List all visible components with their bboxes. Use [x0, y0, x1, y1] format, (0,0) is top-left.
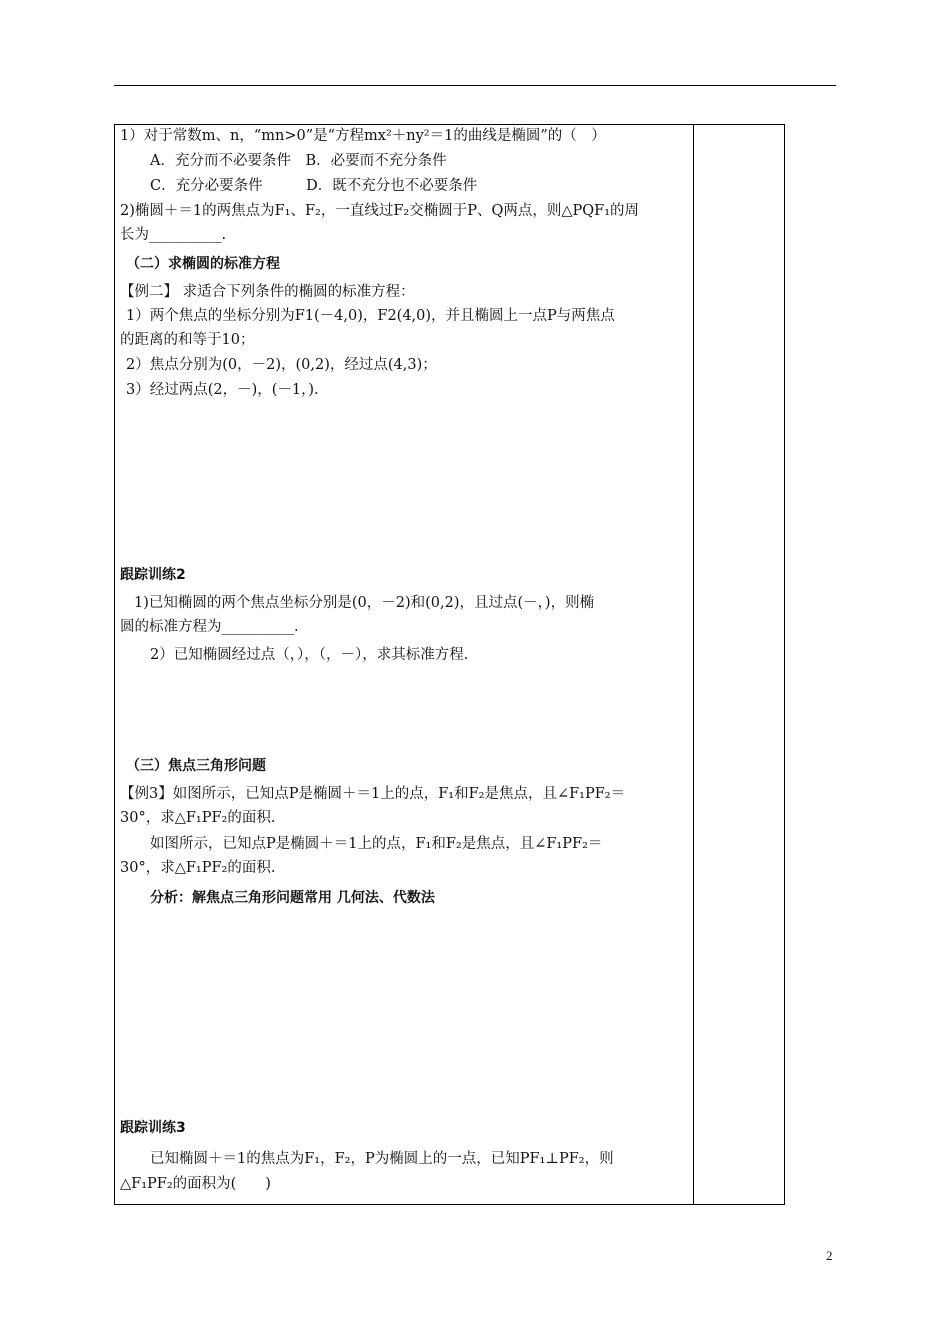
- section-2-heading: （二）求椭圆的标准方程: [126, 256, 280, 272]
- practice-2-item-1-line-2: 圆的标准方程为__________.: [120, 619, 299, 635]
- example-3-repeat-line-1: 如图所示，已知点P是椭圆＋＝1上的点，F₁和F₂是焦点，且∠F₁PF₂＝: [150, 836, 603, 852]
- question-1-options-ab: A．充分而不必要条件 B．必要而不充分条件: [150, 153, 447, 169]
- question-1: 1）对于常数m、n，“mn>0”是“方程mx²＋ny²＝1的曲线是椭圆”的（ ）: [120, 128, 606, 144]
- practice-3-heading: 跟踪训练3: [120, 1120, 186, 1136]
- example-3-line-1: 【例3】如图所示，已知点P是椭圆＋＝1上的点，F₁和F₂是焦点，且∠F₁PF₂＝: [120, 786, 626, 802]
- practice-2-item-2: 2）已知椭圆经过点（，），（，－），求其标准方程.: [150, 647, 469, 663]
- table-column-divider: [693, 124, 694, 1205]
- example-2-item-1-line-2: 的距离的和等于10；: [120, 332, 255, 348]
- question-1-options-cd: C．充分必要条件 D．既不充分也不必要条件: [150, 178, 478, 194]
- practice-2-item-1-line-1: 1)已知椭圆的两个焦点坐标分别是(0，－2)和(0,2)，且过点(－，)，则椭: [134, 595, 595, 611]
- practice-3-line-2: △F₁PF₂的面积为( ): [120, 1176, 271, 1192]
- example-2-item-3: 3）经过两点(2，－)，(－1，).: [126, 382, 319, 398]
- example-2-intro: 【例二】 求适合下列条件的椭圆的标准方程：: [120, 284, 415, 300]
- analysis-line: [120, 887, 688, 909]
- example-3-line-2: 30°，求△F₁PF₂的面积.: [120, 810, 276, 826]
- example-2-item-1-line-1: 1）两个焦点的坐标分别为F1(－4,0)，F2(4,0)，并且椭圆上一点P与两焦点: [126, 308, 615, 324]
- question-2-line-1: 2)椭圆＋＝1的两焦点为F₁、F₂，一直线过F₂交椭圆于P、Q两点，则△PQF₁的周: [120, 203, 640, 219]
- question-2-line-2: 长为__________.: [120, 227, 227, 243]
- header-rule: [114, 85, 836, 86]
- section-3-heading: （三）焦点三角形问题: [126, 758, 266, 774]
- example-2-item-2: 2）焦点分别为(0，－2)，(0,2)，经过点(4,3)；: [126, 357, 437, 373]
- practice-3-line-1: 已知椭圆＋＝1的焦点为F₁，F₂，P为椭圆上的一点，已知PF₁⊥PF₂，则: [150, 1151, 614, 1167]
- analysis-methods: 几何法、代数法: [336, 890, 435, 906]
- table-main-cell: [120, 124, 688, 1195]
- example-3-repeat-line-2: 30°，求△F₁PF₂的面积.: [120, 860, 276, 876]
- practice-2-heading: 跟踪训练2: [120, 567, 186, 583]
- analysis-prefix: 分析：解焦点三角形问题常用: [150, 890, 337, 906]
- page-number: 2: [826, 1248, 833, 1263]
